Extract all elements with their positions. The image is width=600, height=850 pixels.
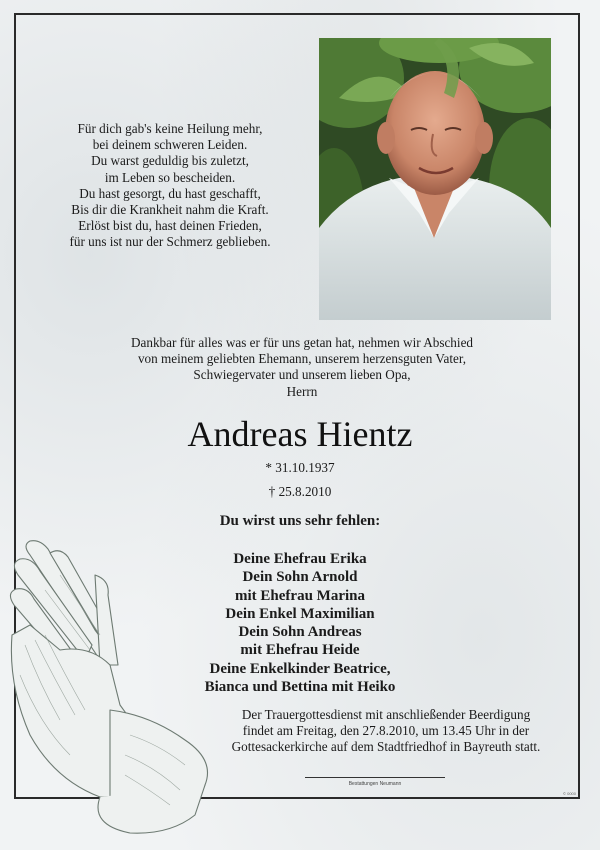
poem-line: im Leben so bescheiden. bbox=[104, 169, 236, 185]
print-code: © 0000 bbox=[563, 791, 576, 796]
poem-line: für uns ist nur der Schmerz geblieben. bbox=[69, 234, 271, 250]
intro-line: von meinem geliebten Ehemann, unserem herzensguten Vater, bbox=[137, 351, 467, 367]
intro-line: Herrn bbox=[286, 383, 318, 399]
family-member: Deine Enkelkinder Beatrice, bbox=[209, 660, 391, 677]
deceased-name: Andreas Hientz bbox=[187, 414, 413, 454]
family-member: Bianca und Bettina mit Heiko bbox=[204, 679, 396, 696]
family-member: Dein Enkel Maximilian bbox=[225, 605, 375, 622]
poem-line: Du warst geduldig bis zuletzt, bbox=[91, 153, 249, 169]
service-notice bbox=[205, 707, 567, 756]
family-member: Dein Sohn Arnold bbox=[242, 569, 358, 586]
portrait-illustration bbox=[319, 38, 551, 320]
birth-date: * 31.10.1937 bbox=[265, 460, 335, 475]
undertaker-name: Bestattungen Neumann bbox=[348, 781, 402, 787]
poem-line: Bis dir die Krankheit nahm die Kraft. bbox=[71, 202, 269, 218]
signature-rule bbox=[305, 777, 445, 778]
portrait-photo bbox=[319, 38, 551, 320]
death-date: † 25.8.2010 bbox=[268, 484, 332, 499]
family-member: mit Ehefrau Heide bbox=[240, 642, 360, 659]
poem-line: Für dich gab's keine Heilung mehr, bbox=[77, 121, 263, 136]
poem-line: bei deinem schweren Leiden. bbox=[92, 137, 248, 153]
intro-line: Schwiegervater und unserem lieben Opa, bbox=[193, 367, 411, 383]
service-line: findet am Freitag, den 27.8.2010, um 13.45 Uhr in der bbox=[242, 723, 530, 739]
poem bbox=[32, 121, 308, 251]
praying-hands-icon bbox=[0, 535, 220, 835]
intro-line: Dankbar für alles was er für uns getan hat, nehmen wir Abschied bbox=[130, 335, 474, 350]
poem-line: Du hast gesorgt, du hast geschafft, bbox=[79, 185, 261, 201]
intro-text bbox=[60, 335, 544, 400]
life-dates bbox=[200, 456, 400, 504]
poem-line: Erlöst bist du, hast deinen Frieden, bbox=[78, 218, 262, 234]
miss-line: Du wirst uns sehr fehlen: bbox=[219, 513, 381, 529]
service-line: Gottesackerkirche auf dem Stadtfriedhof in Bayreuth statt. bbox=[231, 739, 541, 755]
service-line: Der Trauergottesdienst mit anschließender Beerdigung bbox=[241, 707, 531, 722]
family-member: mit Ehefrau Marina bbox=[235, 587, 365, 604]
family-member: Deine Ehefrau Erika bbox=[233, 551, 367, 567]
family-member: Dein Sohn Andreas bbox=[238, 624, 362, 641]
